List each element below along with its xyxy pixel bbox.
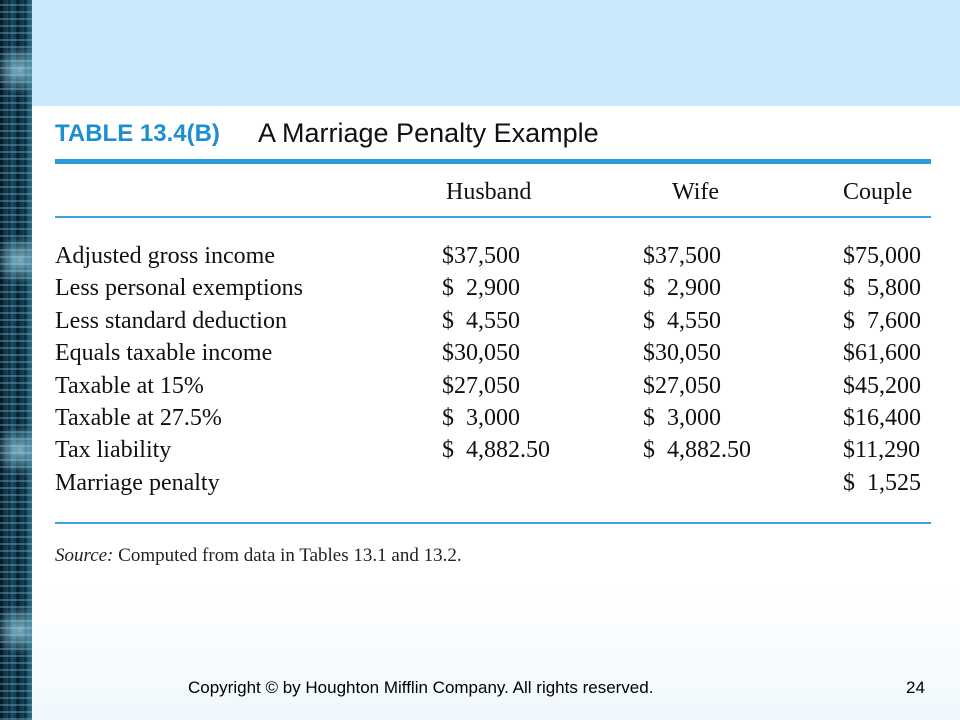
husband-value: $ 3,000 — [442, 405, 520, 431]
couple-value: $11,290 — [843, 437, 921, 463]
couple-value: $16,400 — [843, 405, 921, 431]
couple-value: $ 5,800 — [843, 275, 921, 301]
wife-value: $ 4,550 — [643, 308, 721, 334]
source-note — [55, 545, 462, 567]
header-rule — [55, 216, 931, 218]
row-label: Less standard deduction — [55, 308, 287, 334]
column-header-couple: Couple — [843, 179, 913, 205]
wife-value: $ 3,000 — [643, 405, 721, 431]
couple-value: $61,600 — [843, 340, 921, 366]
source-text: Computed from data in Tables 13.1 and 13.2. — [113, 545, 462, 566]
husband-value: $ 4,882.50 — [442, 437, 550, 463]
row-label: Tax liability — [55, 437, 172, 463]
wife-value: $37,500 — [643, 243, 721, 269]
couple-value: $45,200 — [843, 373, 921, 399]
table-title: A Marriage Penalty Example — [258, 118, 599, 148]
row-label: Marriage penalty — [55, 470, 220, 496]
column-header-husband: Husband — [446, 179, 532, 205]
page-number: 24 — [906, 678, 925, 697]
husband-value: $27,050 — [442, 373, 520, 399]
copyright-footer: Copyright © by Houghton Mifflin Company. All rights reserved. — [188, 678, 654, 697]
husband-value: $30,050 — [442, 340, 520, 366]
husband-value: $ 2,900 — [442, 275, 520, 301]
couple-value: $ 7,600 — [843, 308, 921, 334]
row-label: Equals taxable income — [55, 340, 273, 366]
couple-value: $75,000 — [843, 243, 921, 269]
wife-value: $ 4,882.50 — [643, 437, 751, 463]
row-label: Adjusted gross income — [55, 243, 275, 269]
decorative-sidebar — [0, 0, 32, 720]
wife-value: $30,050 — [643, 340, 721, 366]
header-band — [32, 0, 960, 106]
couple-value: $ 1,525 — [843, 470, 921, 496]
column-header-wife: Wife — [672, 179, 720, 205]
wife-value: $27,050 — [643, 373, 721, 399]
husband-value: $ 4,550 — [442, 308, 520, 334]
source-label: Source: — [55, 545, 114, 566]
table-bottom-rule — [55, 522, 931, 524]
husband-value: $37,500 — [442, 243, 520, 269]
table-top-rule — [55, 159, 931, 164]
row-label: Taxable at 15% — [55, 373, 204, 399]
table-number-label: TABLE 13.4(B) — [55, 120, 220, 147]
wife-value: $ 2,900 — [643, 275, 721, 301]
row-label: Less personal exemptions — [55, 275, 303, 301]
row-label: Taxable at 27.5% — [55, 405, 222, 431]
